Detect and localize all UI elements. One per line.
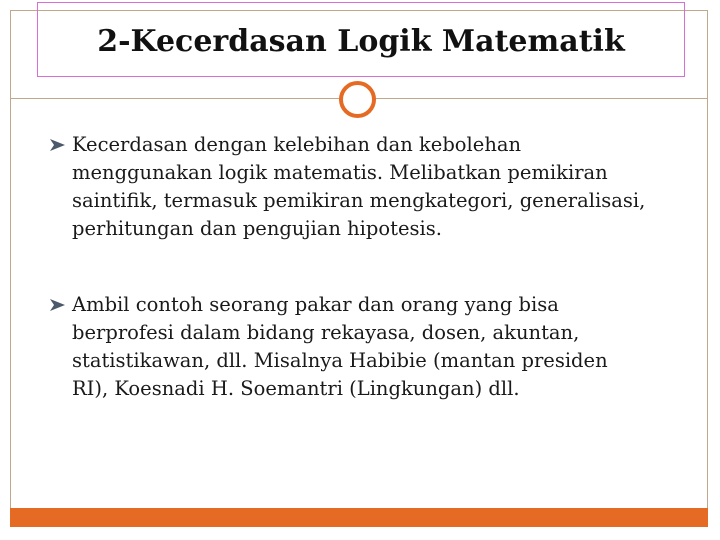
bullet-item [50, 291, 650, 403]
title-placeholder [37, 2, 685, 77]
bullet-item [50, 131, 650, 243]
arrow-bullet-icon [50, 298, 66, 312]
bullet-text: Ambil contoh seorang pakar dan orang yang bisa berprofesi dalam bidang rekayasa, dosen, akuntan, statistikawan, dll. Misalnya Habibie (mantan presiden RI), Koesnadi H. Soemantri (Lingkungan) dll. [72, 293, 608, 400]
slide-content [50, 131, 650, 403]
arrow-bullet-icon [50, 138, 66, 152]
bullet-text: Kecerdasan dengan kelebihan dan kebolehan menggunakan logik matematis. Melibatkan pemikiran saintifik, termasuk pemikiran mengkategori, generalisasi, perhitungan dan pengujian hipotesis. [72, 133, 646, 240]
slide-title: 2-Kecerdasan Logik Matematik [97, 24, 625, 59]
footer-bar [10, 508, 708, 527]
divider-circle-ornament [339, 81, 376, 118]
